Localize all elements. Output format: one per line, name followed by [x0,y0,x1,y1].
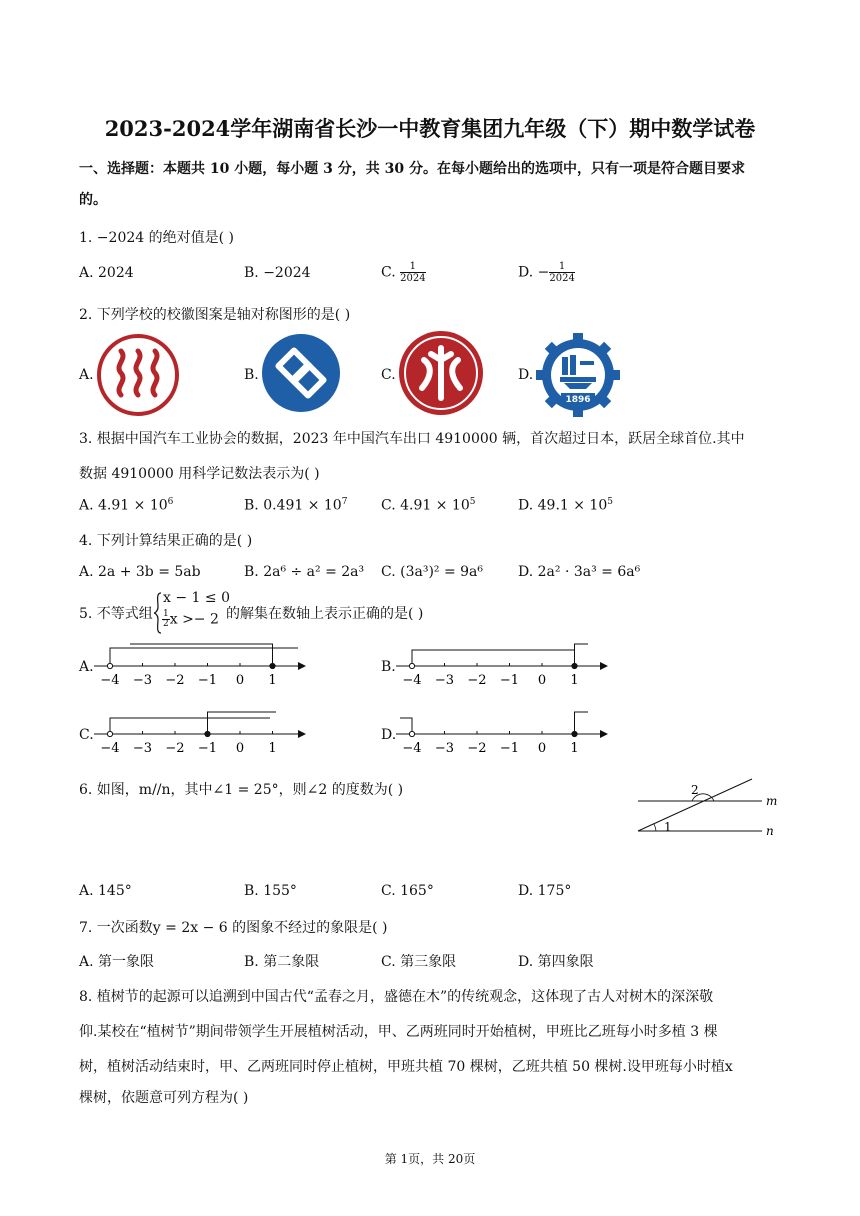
q8-stem-line4: 棵树，依题意可列方程为( ) [79,1090,249,1106]
label-n: n [766,824,774,838]
q7-option-d: D. 第四象限 [518,954,594,970]
page-footer: 第 1页，共 20页 [384,1152,476,1166]
q1-stem: 1. −2024 的绝对值是( ) [79,230,234,246]
q7-stem: 7. 一次函数y = 2x − 6 的图象不经过的象限是( ) [79,920,388,936]
emblem-a-red-waves-icon [96,333,180,417]
emblem-year: 1896 [565,395,591,405]
q4-option-a: A. 2a + 3b = 5ab [79,564,201,580]
q1-c-fraction: $\frac{1}{2024}$ [400,261,426,284]
q7-option-a: A. 第一象限 [79,954,155,970]
tick-label: −2 [165,741,185,756]
tick-label: 1 [570,673,579,688]
q5-option-d-label: D. [381,727,397,743]
emblem-c-red-seal-icon [398,330,484,416]
q2-option-b: B. [244,367,259,383]
emblem-b-blue-knot-icon [261,333,341,413]
q6-option-d: D. 175° [518,883,572,899]
tick-label: 0 [537,673,547,688]
q5-option-b-label: B. [381,659,396,675]
q1-option-d: D. − $\frac{1}{2024}$ [518,261,575,284]
tick-label: −1 [499,673,520,688]
q3-stem-line2: 数据 4910000 用科学记数法表示为( ) [79,466,320,482]
tick-label: 0 [537,741,547,756]
q1-option-a: A. 2024 [79,265,134,281]
q8-stem-line2: 仰.某校在“植树节”期间带领学生开展植树活动，甲、乙两班同时开始植树，甲班比乙班每小时多植 3 棵 [79,1024,718,1040]
tick-label: 0 [235,741,245,756]
number-line-a [90,640,310,692]
q5-inequality-1: x − 1 ≤ 0 [163,590,230,606]
q8-stem-line1: 8. 植树节的起源可以追溯到中国古代“孟春之月，盛德在木”的传统观念，这体现了古人对树木的深深敬 [79,989,714,1005]
tick-label: 1 [268,741,277,756]
tick-label: −1 [499,741,520,756]
q6-option-b: B. 155° [244,883,297,899]
tick-label: −1 [197,673,218,688]
q3-option-c: C. $4.91 \times 10^5$ [381,497,476,514]
q4-option-c: C. (3a³)² = 9a⁶ [381,564,484,580]
number-line-b [392,640,612,692]
q4-option-b: B. 2a⁶ ÷ a² = 2a³ [244,564,365,580]
q5-option-a-label: A. [79,659,94,675]
tick-label: −4 [100,741,120,756]
tick-label: −3 [132,741,153,756]
tick-label: −4 [100,673,120,688]
tick-label: −1 [197,741,218,756]
section1-heading-line2: 的。 [79,192,107,208]
emblem-d-blue-gear-icon [535,333,621,417]
section1-heading-line1: 一、选择题：本题共 10 小题，每小题 3 分，共 30 分。在每小题给出的选项中，只有一项是符合题目要求 [79,161,745,177]
q2-option-d: D. [518,367,534,383]
q5-stem-suffix: 的解集在数轴上表示正确的是( ) [226,606,424,622]
tick-label: −3 [132,673,153,688]
tick-label: −2 [467,673,487,688]
tick-label: −3 [434,673,455,688]
q2-option-c: C. [381,367,396,383]
q4-option-d: D. 2a² · 3a³ = 6a⁶ [518,564,641,580]
tick-label: 0 [235,673,245,688]
q2-option-a: A. [79,367,94,383]
tick-label: −2 [467,741,487,756]
tick-label: −4 [402,741,422,756]
q7-option-c: C. 第三象限 [381,954,457,970]
q8-stem-line3: 树，植树活动结束时，甲、乙两班同时停止植树，甲班共植 70 棵树，乙班共植 50 棵树.设甲班每小时植x [79,1059,733,1075]
tick-label: 1 [570,741,579,756]
q3-option-d: D. $49.1 \times 10^5$ [518,497,613,514]
label-angle-1: 1 [664,820,672,834]
q1-option-b: B. −2024 [244,265,311,281]
q6-option-c: C. 165° [381,883,434,899]
q1-d-fraction: $\frac{1}{2024}$ [549,261,575,284]
tick-label: −2 [165,673,185,688]
number-line-d [392,708,612,760]
q4-stem: 4. 下列计算结果正确的是( ) [79,533,253,549]
q3-option-b: B. $0.491 \times 10^7$ [244,497,348,514]
label-angle-2: 2 [691,783,699,797]
number-line-c [90,708,310,760]
q6-stem: 6. 如图，m//n，其中∠1 = 25°，则∠2 的度数为( ) [79,782,404,798]
q2-stem: 2. 下列学校的校徽图案是轴对称图形的是( ) [79,307,351,323]
tick-label: −3 [434,741,455,756]
q3-stem-line1: 3. 根据中国汽车工业协会的数据，2023 年中国汽车出口 4910000 辆，首次超过日本，跃居全球首位.其中 [79,431,745,447]
q7-option-b: B. 第二象限 [244,954,320,970]
q5-option-c-label: C. [79,727,94,743]
q6-option-a: A. 145° [79,883,132,899]
q1-option-c: C. $\frac{1}{2024}$ [381,261,426,284]
page-title: 2023-2024学年湖南省长沙一中教育集团九年级（下）期中数学试卷 [104,116,756,141]
tick-label: 1 [268,673,277,688]
q5-stem-prefix: 5. 不等式组 [79,606,153,622]
q5-inequality-2: $\frac{1}{2}$ x >− 2 [163,609,219,629]
tick-label: −4 [402,673,422,688]
q3-option-a: A. $4.91 \times 10^6$ [79,497,174,514]
q6-parallel-lines-figure [634,779,784,841]
label-m: m [766,794,778,808]
